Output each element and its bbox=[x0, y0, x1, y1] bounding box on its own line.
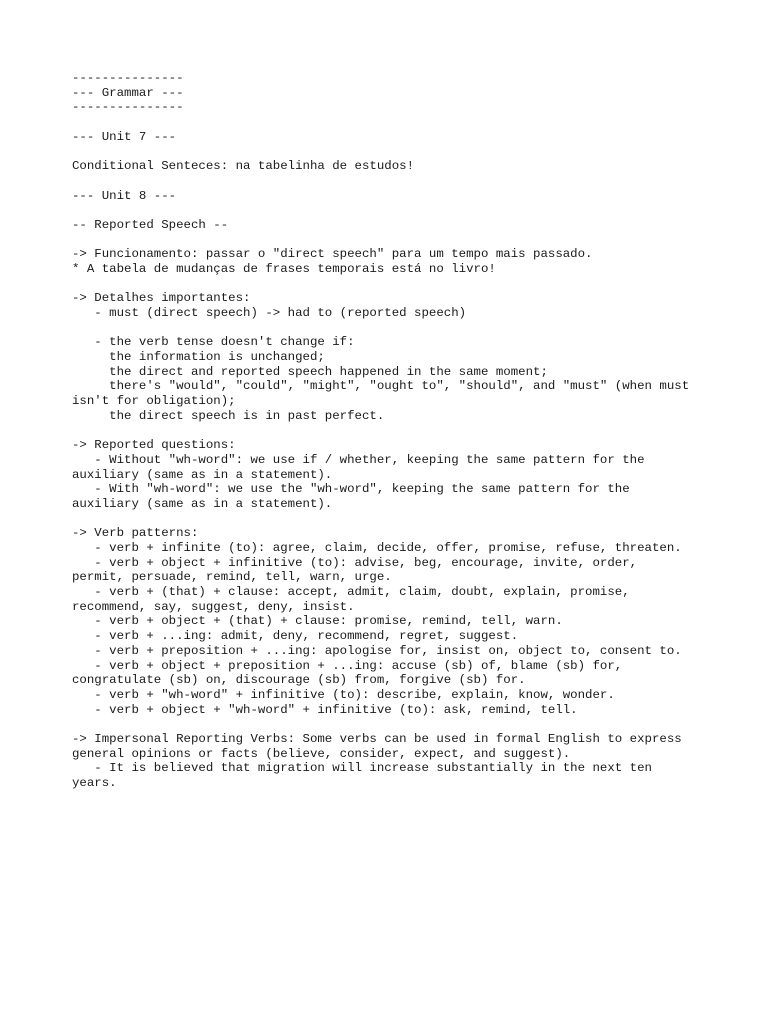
text-line: auxiliary (same as in a statement). bbox=[72, 496, 333, 511]
text-line: --- Unit 8 --- bbox=[72, 188, 177, 203]
text-line: --- Grammar --- bbox=[72, 85, 184, 100]
text-line: - verb + object + preposition + ...ing: accuse (sb) of, blame (sb) for, bbox=[72, 658, 623, 673]
text-line: -- Reported Speech -- bbox=[72, 217, 229, 232]
text-line: - It is believed that migration will increase substantially in the next ten bbox=[72, 761, 652, 776]
text-line: auxiliary (same as in a statement). bbox=[72, 467, 333, 482]
text-line: - verb + (that) + clause: accept, admit, claim, doubt, explain, promise, bbox=[72, 585, 630, 600]
text-line: -> Detalhes importantes: bbox=[72, 291, 251, 306]
text-line: - verb + preposition + ...ing: apologise for, insist on, object to, consent to. bbox=[72, 643, 682, 658]
text-line: the direct speech is in past perfect. bbox=[72, 408, 385, 423]
text-line: * A tabela de mudanças de frases temporais está no livro! bbox=[72, 261, 496, 276]
text-line: the direct and reported speech happened in the same moment; bbox=[72, 364, 548, 379]
text-line: recommend, say, suggest, deny, insist. bbox=[72, 599, 355, 614]
text-line: general opinions or facts (believe, consider, expect, and suggest). bbox=[72, 746, 571, 761]
blank-line bbox=[72, 233, 712, 248]
text-line: permit, persuade, remind, tell, warn, urge. bbox=[72, 570, 392, 585]
text-line: - the verb tense doesn't change if: bbox=[72, 335, 355, 350]
text-line: --------------- bbox=[72, 100, 184, 115]
text-line: - verb + ...ing: admit, deny, recommend, regret, suggest. bbox=[72, 629, 519, 644]
text-line: - Without "wh-word": we use if / whether, keeping the same pattern for the bbox=[72, 452, 645, 467]
text-line: -> Verb patterns: bbox=[72, 526, 199, 541]
blank-line bbox=[72, 424, 712, 439]
blank-line bbox=[72, 321, 712, 336]
text-line: isn't for obligation); bbox=[72, 394, 236, 409]
text-line: there's "would", "could", "might", "ought to", "should", and "must" (when must bbox=[72, 379, 690, 394]
text-line: the information is unchanged; bbox=[72, 350, 325, 365]
text-line: -> Reported questions: bbox=[72, 438, 236, 453]
blank-line bbox=[72, 277, 712, 292]
text-line: Conditional Senteces: na tabelinha de estudos! bbox=[72, 159, 415, 174]
text-line: - verb + object + "wh-word" + infinitive (to): ask, remind, tell. bbox=[72, 702, 578, 717]
blank-line bbox=[72, 717, 712, 732]
text-line: --- Unit 7 --- bbox=[72, 129, 177, 144]
blank-line bbox=[72, 144, 712, 159]
text-line: - verb + object + (that) + clause: promise, remind, tell, warn. bbox=[72, 614, 563, 629]
text-line: - verb + infinite (to): agree, claim, decide, offer, promise, refuse, threaten. bbox=[72, 541, 682, 555]
blank-line bbox=[72, 115, 712, 130]
text-line: - must (direct speech) -> had to (reported speech) bbox=[72, 306, 467, 320]
text-line: --------------- bbox=[72, 71, 184, 85]
text-line: - verb + object + infinitive (to): advise, beg, encourage, invite, order, bbox=[72, 555, 638, 570]
text-line: - With "wh-word": we use the "wh-word", keeping the same pattern for the bbox=[72, 482, 630, 497]
text-line: -> Impersonal Reporting Verbs: Some verbs can be used in formal English to express bbox=[72, 731, 682, 746]
text-line: years. bbox=[72, 776, 117, 790]
blank-line bbox=[72, 203, 712, 218]
blank-line bbox=[72, 174, 712, 189]
text-line: -> Funcionamento: passar o "direct speech" para um tempo mais passado. bbox=[72, 247, 593, 262]
text-line: congratulate (sb) on, discourage (sb) from, forgive (sb) for. bbox=[72, 673, 526, 688]
document-page bbox=[72, 71, 712, 791]
blank-line bbox=[72, 512, 712, 527]
text-line: - verb + "wh-word" + infinitive (to): describe, explain, know, wonder. bbox=[72, 687, 615, 702]
